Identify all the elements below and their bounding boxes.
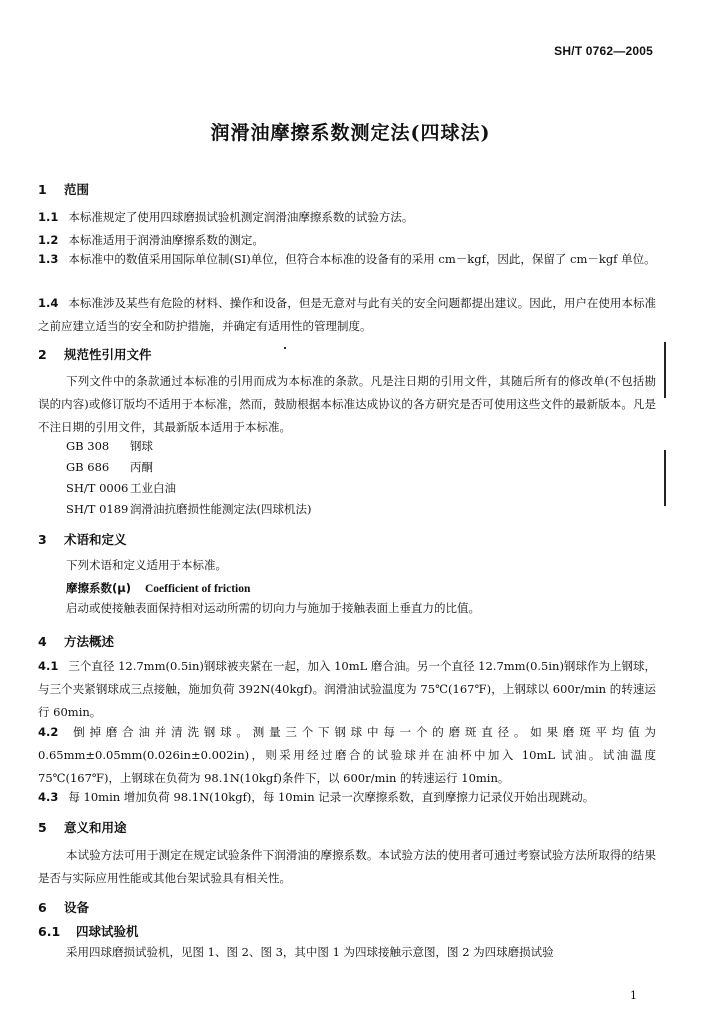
section-title: 意义和用途 (64, 820, 127, 835)
clause-1-3 (38, 248, 656, 271)
section-number: 5 (38, 820, 47, 835)
section-6-1-text: 采用四球磨损试验机，见图 1、图 2、图 3，其中图 1 为四球接触示意图，图 2 为四球磨损试验 (66, 945, 554, 959)
reference-item (66, 459, 153, 475)
clause-text: 本标准涉及某些有危险的材料、操作和设备，但是无意对与此有关的安全问题都提出建议。因此，用户在使用本标准之前应建立适当的安全和防护措施，并确定有适用性的管理制度。 (38, 296, 656, 333)
clause-number: 4.2 (38, 725, 59, 739)
section-1-heading (38, 180, 89, 198)
section-4-heading (38, 632, 114, 650)
reference-name: 润滑油抗磨损性能测定法(四球机法) (130, 502, 312, 516)
reference-code: GB 308 (66, 439, 110, 453)
term-english: Coefficient of friction (144, 583, 251, 595)
clause-text: 本标准适用于润滑油摩擦系数的测定。 (68, 233, 264, 247)
reference-name: 工业白油 (130, 481, 176, 495)
section-number: 1 (38, 182, 47, 197)
clause-1-1 (38, 206, 656, 229)
clause-1-4 (38, 292, 656, 338)
term-entry (66, 580, 250, 596)
section-5-text: 本试验方法可用于测定在规定试验条件下润滑油的摩擦系数。本试验方法的使用者可通过考察试验方法所取得的结果是否与实际应用性能或其他台架试验具有相关性。 (38, 848, 656, 885)
reference-code: SH/T 0189 (66, 502, 129, 516)
section-5-heading (38, 818, 127, 836)
clause-number: 1.2 (38, 233, 59, 247)
clause-text: 本标准中的数值采用国际单位制(SI)单位，但符合本标准的设备有的采用 cm－kgf，因此，保留了 cm－kgf 单位。 (68, 252, 656, 266)
section-number: 4 (38, 634, 47, 649)
clause-number: 1.1 (38, 210, 59, 224)
clause-text: 倒掉磨合油并清洗钢球。测量三个下钢球中每一个的磨斑直径。如果磨斑平均值为 0.65mm±0.05mm(0.026in±0.002in)，则采用经过磨合的试验球并在油杯中加入 10mL 试油。试油温度 75℃(167℉)，上钢球在负荷为 98.1N(10kgf)条件下，以 600r/min 的转速运行 10min。 (38, 725, 656, 785)
reference-item (66, 501, 311, 517)
section-number: 6.1 (38, 924, 61, 939)
section-6-heading (38, 898, 89, 916)
reference-item (66, 480, 176, 496)
clause-4-2 (38, 721, 656, 789)
clause-number: 1.4 (38, 296, 59, 310)
clause-text: 每 10min 增加负荷 98.1N(10kgf)，每 10min 记录一次摩擦系数，直到摩擦力记录仪开始出现跳动。 (68, 790, 595, 804)
clause-4-3 (38, 786, 656, 809)
section-number: 6 (38, 900, 47, 915)
section-2-intro: 下列文件中的条款通过本标准的引用而成为本标准的条款。凡是注日期的引用文件，其随后所有的修改单(不包括勘误的内容)或修订版均不适用于本标准，然而，鼓励根据本标准达成协议的各方研究是否可使用这些文件的最新版本。凡是不注日期的引用文件，其最新版本适用于本标准。 (38, 374, 656, 434)
clause-4-1 (38, 655, 656, 723)
section-number: 2 (38, 347, 47, 362)
reference-code: SH/T 0006 (66, 481, 129, 495)
section-title: 范围 (64, 182, 90, 197)
revision-bar (664, 342, 666, 398)
reference-name: 丙酮 (130, 460, 153, 474)
section-title: 规范性引用文件 (64, 347, 152, 362)
section-title: 四球试验机 (76, 924, 139, 939)
section-number: 3 (38, 532, 47, 547)
reference-code: GB 686 (66, 460, 110, 474)
section-6-1-heading (38, 922, 139, 940)
reference-item (66, 438, 153, 454)
revision-bar (664, 450, 666, 506)
section-3-intro: 下列术语和定义适用于本标准。 (66, 558, 227, 572)
scan-speck (284, 347, 286, 349)
reference-name: 钢球 (130, 439, 153, 453)
section-title: 方法概述 (64, 634, 115, 649)
clause-number: 1.3 (38, 252, 59, 266)
clause-text: 三个直径 12.7mm(0.5in)钢球被夹紧在一起，加入 10mL 磨合油。另一个直径 12.7mm(0.5in)钢球作为上钢球，与三个夹紧钢球成三点接触，施加负荷 392N(40kgf)。润滑油试验温度为 75℃(167℉)，上钢球以 600r/min 的转速运行 60min。 (38, 659, 656, 719)
term-definition: 启动或使接触表面保持相对运动所需的切向力与施加于接触表面上垂直力的比值。 (66, 601, 480, 615)
clause-text: 本标准规定了使用四球磨损试验机测定润滑油摩擦系数的试验方法。 (68, 210, 414, 224)
page-number: 1 (630, 989, 637, 1002)
term-chinese: 摩擦系数(μ) (66, 581, 131, 595)
section-title: 术语和定义 (64, 532, 127, 547)
standard-number: SH/T 0762—2005 (554, 44, 653, 58)
section-3-heading (38, 530, 127, 548)
section-title: 设备 (64, 900, 90, 915)
clause-number: 4.1 (38, 659, 59, 673)
section-2-heading (38, 345, 152, 363)
document-title: 润滑油摩擦系数测定法(四球法) (210, 122, 491, 144)
clause-number: 4.3 (38, 790, 59, 804)
